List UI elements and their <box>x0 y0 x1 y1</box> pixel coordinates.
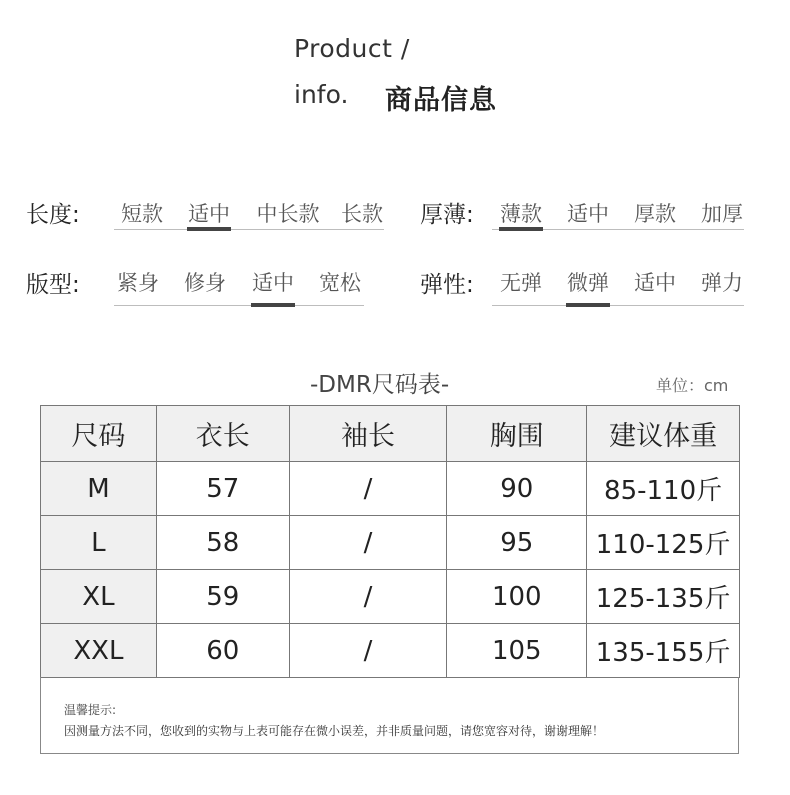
elasticity-label: 弹性: <box>420 272 474 298</box>
elasticity-baseline <box>492 305 744 306</box>
length-baseline <box>114 229 384 230</box>
cell-chest: 105 <box>447 624 587 678</box>
elasticity-selected-marker <box>566 303 610 307</box>
length-option-medium: 适中 <box>188 202 230 226</box>
cell-length: 60 <box>156 624 289 678</box>
table-row <box>41 624 740 678</box>
thickness-selected-marker <box>499 227 543 231</box>
length-label: 长度: <box>26 202 80 228</box>
table-header-row <box>41 406 740 462</box>
thickness-option-medium: 适中 <box>567 202 609 226</box>
cell-length: 59 <box>156 570 289 624</box>
column-header-weight: 建议体重 <box>587 406 740 462</box>
notes-text: 因测量方法不同，您收到的实物与上表可能存在微小误差，并非质量问题，请您宽容对待，谢谢理解！ <box>64 724 605 738</box>
elasticity-option-stretch: 弹力 <box>701 271 743 295</box>
cell-sleeve: / <box>289 462 447 516</box>
length-selected-marker <box>187 227 231 231</box>
size-table-title: -DMR尺码表- <box>310 372 450 398</box>
elasticity-option-medium: 适中 <box>634 271 676 295</box>
cell-sleeve: / <box>289 570 447 624</box>
thickness-label: 厚薄: <box>420 202 474 228</box>
cell-size: L <box>41 516 157 570</box>
column-header-chest: 胸围 <box>447 406 587 462</box>
header-product: Product / <box>294 34 410 63</box>
column-header-sleeve: 袖长 <box>289 406 447 462</box>
cell-length: 58 <box>156 516 289 570</box>
cell-weight: 125-135斤 <box>587 570 740 624</box>
table-row <box>41 570 740 624</box>
fit-selected-marker <box>251 303 295 307</box>
column-header-size: 尺码 <box>41 406 157 462</box>
cell-chest: 100 <box>447 570 587 624</box>
cell-weight: 135-155斤 <box>587 624 740 678</box>
cell-size: XXL <box>41 624 157 678</box>
fit-option-slim: 修身 <box>184 271 226 295</box>
cell-size: M <box>41 462 157 516</box>
page-title: 商品信息 <box>385 85 497 116</box>
fit-baseline <box>114 305 364 306</box>
cell-weight: 85-110斤 <box>587 462 740 516</box>
size-table <box>40 405 740 678</box>
cell-chest: 90 <box>447 462 587 516</box>
notes-title: 温馨提示: <box>64 703 117 717</box>
fit-option-loose: 宽松 <box>319 271 361 295</box>
size-table-unit: 单位：cm <box>656 376 729 395</box>
cell-sleeve: / <box>289 624 447 678</box>
cell-chest: 95 <box>447 516 587 570</box>
thickness-option-extra-thick: 加厚 <box>701 202 743 226</box>
header-info: info. <box>294 80 349 109</box>
cell-sleeve: / <box>289 516 447 570</box>
thickness-option-thick: 厚款 <box>634 202 676 226</box>
elasticity-option-slight: 微弹 <box>567 271 609 295</box>
fit-option-regular: 适中 <box>252 271 294 295</box>
cell-weight: 110-125斤 <box>587 516 740 570</box>
length-option-mid-long: 中长款 <box>256 202 320 226</box>
table-row <box>41 462 740 516</box>
elasticity-option-none: 无弹 <box>500 271 542 295</box>
fit-label: 版型: <box>26 272 80 298</box>
fit-option-tight: 紧身 <box>117 271 159 295</box>
notes-box <box>40 677 739 754</box>
thickness-option-thin: 薄款 <box>500 202 542 226</box>
length-option-long: 长款 <box>341 202 383 226</box>
cell-size: XL <box>41 570 157 624</box>
column-header-length: 衣长 <box>156 406 289 462</box>
table-row <box>41 516 740 570</box>
cell-length: 57 <box>156 462 289 516</box>
length-option-short: 短款 <box>121 202 163 226</box>
